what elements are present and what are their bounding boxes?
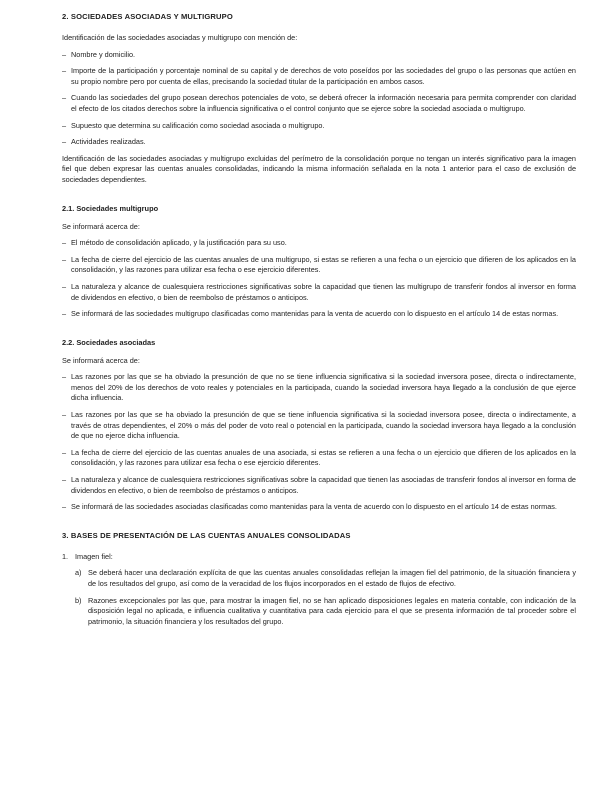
sub-item-a: a) Se deberá hacer una declaración explícita de que las cuentas anuales consolidadas reflejan la imagen fiel del patrimonio, de la situación financiera y de los resultados del grupo, así como de la veracidad de los flujos incorporados en el estado de flujos de efectivo. bbox=[75, 568, 576, 588]
list-item: – Supuesto que determina su calificación como sociedad asociada o multigrupo. bbox=[62, 120, 325, 130]
section-2-2-heading: 2.2. Sociedades asociadas bbox=[62, 337, 156, 347]
list-item: – Las razones por las que se ha obviado la presunción de que no se tiene influencia significativa si la sociedad inversora posee, directa o indirectamente, menos del 20% de los derechos de voto reales y potenciales en la participada, cuando la sociedad inversora haya llegado a la conclusión de que ejerce dicha influencia. bbox=[62, 372, 576, 403]
section-2-1-heading: 2.1. Sociedades multigrupo bbox=[62, 203, 159, 213]
dash-marker: – bbox=[62, 372, 67, 382]
dash-marker: – bbox=[62, 66, 67, 76]
list-item: – La fecha de cierre del ejercicio de las cuentas anuales de una multigrupo, si estas se refieren a una fecha o un ejercicio que difieren de los aplicados en la consolidación, y las razones para utilizar esa fecha o ese ejercicio diferentes. bbox=[62, 254, 576, 275]
list-item: – Importe de la participación y porcentaje nominal de su capital y de derechos de voto poseídos por las sociedades del grupo o las personas que actúen en su propio nombre pero por cuenta de ellas, precisando la sociedad titular de la participación en ambos casos. bbox=[62, 66, 576, 86]
list-item: – El método de consolidación aplicado, y la justificación para su uso. bbox=[62, 238, 287, 248]
dash-marker: – bbox=[62, 309, 67, 319]
section-2-2-intro: Se informará acerca de: bbox=[62, 355, 140, 365]
list-item: – Actividades realizadas. bbox=[62, 137, 146, 147]
letter-marker: a) bbox=[75, 568, 82, 578]
list-item: – Se informará de las sociedades multigrupo clasificadas como mantenidas para la venta de acuerdo con lo dispuesto en el artículo 14 de estas normas. bbox=[62, 309, 559, 319]
list-item: – La naturaleza y alcance de cualesquiera restricciones significativas sobre la capacidad que tienen las asociadas de transferir fondos al inversor en forma de dividendos en efectivo, o bien de reembolso de préstamos o anticipos. bbox=[62, 475, 576, 495]
number-marker: 1. bbox=[62, 551, 69, 561]
dash-marker: – bbox=[62, 93, 67, 103]
list-item: – Cuando las sociedades del grupo posean derechos potenciales de voto, se deberá ofrecer la información necesaria para permita comprender con claridad el efecto de los citados derechos sobre la influencia significativa o el control conjunto que se ejerce sobre la sociedad asociada o multigrupo. bbox=[62, 93, 576, 113]
dash-marker: – bbox=[62, 281, 67, 291]
sub-item-b: b) Razones excepcionales por las que, para mostrar la imagen fiel, no se han aplicado disposiciones legales en materia contable, con indicación de la disposición legal no aplicada, e influencia cualitativa y cuantitativa para cada ejercicio para el que se presenta información de tal proceder sobre el patrimonio, la situación financiera y los resultados del grupo. bbox=[75, 595, 576, 626]
section-3-heading: 3. BASES DE PRESENTACIÓN DE LAS CUENTAS ANUALES CONSOLIDADAS bbox=[62, 530, 351, 540]
list-item: – Nombre y domicilio. bbox=[62, 49, 136, 59]
dash-marker: – bbox=[62, 238, 67, 248]
section-2-closing: Identificación de las sociedades asociadas y multigrupo excluidas del perímetro de la consolidación porque no tengan un interés significativo para la imagen fiel que deben expresar las cuentas anuales consolidadas, indicando la misma información señalada en la nota 1 anterior para el caso de exclusión de sociedades dependientes. bbox=[62, 153, 576, 184]
numbered-item-1: 1. Imagen fiel: bbox=[62, 551, 113, 561]
letter-marker: b) bbox=[75, 595, 82, 605]
dash-marker: – bbox=[62, 49, 67, 59]
list-item: – La naturaleza y alcance de cualesquiera restricciones significativas sobre la capacidad que tienen las multigrupo de transferir fondos al inversor en forma de dividendos en efectivo, o bien de reembolso de préstamos o anticipos. bbox=[62, 281, 576, 302]
dash-marker: – bbox=[62, 502, 67, 512]
dash-marker: – bbox=[62, 410, 67, 420]
section-2-1-intro: Se informará acerca de: bbox=[62, 221, 140, 231]
section-2-intro: Identificación de las sociedades asociadas y multigrupo con mención de: bbox=[62, 33, 298, 42]
dash-marker: – bbox=[62, 120, 67, 130]
dash-marker: – bbox=[62, 475, 67, 485]
dash-marker: – bbox=[62, 137, 67, 147]
list-item: – Las razones por las que se ha obviado la presunción de que se tiene influencia significativa si la sociedad inversora posee, directa o indirectamente, a través de otras dependientes, el 20% o más del poder de voto real o potencial en la participada, cuando la sociedad inversora haya llegado a la conclusión de que no ejerce dicha influencia. bbox=[62, 410, 576, 441]
list-item: – La fecha de cierre del ejercicio de las cuentas anuales de una asociada, si estas se refieren a una fecha o un ejercicio que difieren de los aplicados en la consolidación, y las razones para utilizar esa fecha o ese ejercicio diferentes. bbox=[62, 447, 576, 468]
list-item: – Se informará de las sociedades asociadas clasificadas como mantenidas para la venta de acuerdo con lo dispuesto en el artículo 14 de estas normas. bbox=[62, 502, 557, 512]
dash-marker: – bbox=[62, 254, 67, 264]
dash-marker: – bbox=[62, 447, 67, 457]
section-2-heading: 2. SOCIEDADES ASOCIADAS Y MULTIGRUPO bbox=[62, 12, 233, 21]
